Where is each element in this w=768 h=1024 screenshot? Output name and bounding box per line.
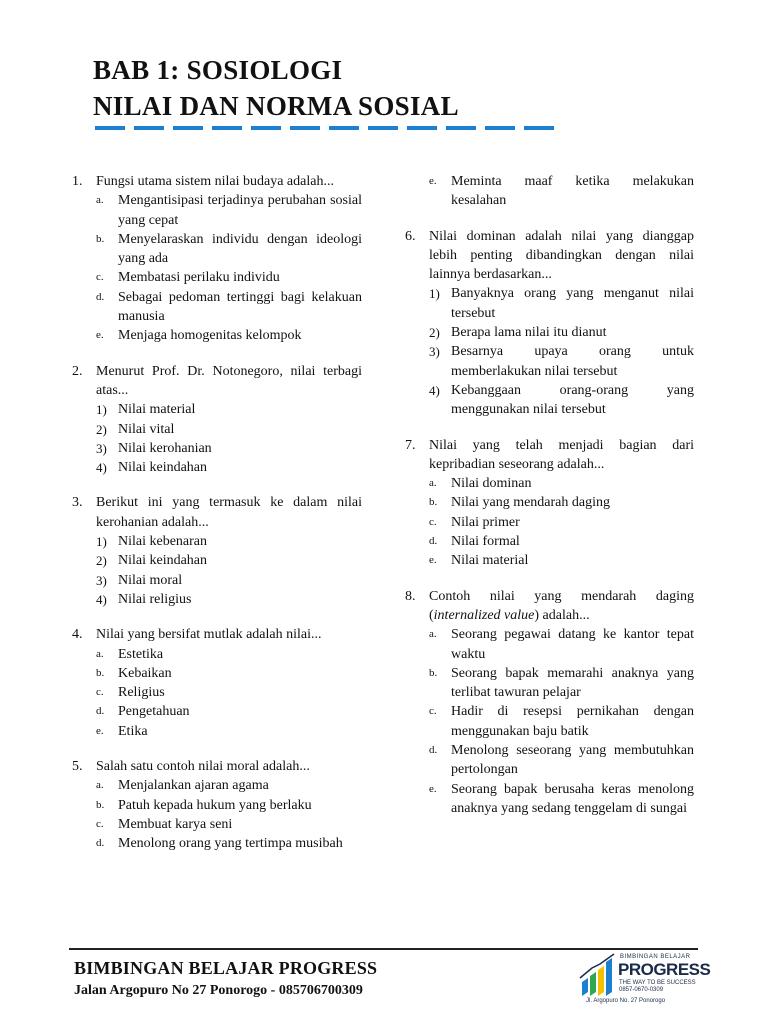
option bbox=[96, 288, 362, 327]
option-text: Seorang bapak berusaha keras menolong anaknya yang sedang tenggelam di sungai bbox=[451, 781, 694, 816]
title-underline bbox=[95, 126, 595, 132]
option bbox=[96, 458, 362, 477]
option-text: Nilai religius bbox=[118, 591, 192, 607]
option-label: d. bbox=[96, 290, 105, 303]
option bbox=[96, 645, 362, 664]
option-text: Estetika bbox=[118, 646, 164, 662]
option-label: 3) bbox=[96, 440, 107, 456]
option-label: d. bbox=[429, 744, 438, 757]
option bbox=[96, 683, 362, 702]
title-line-1: BAB 1: SOSIOLOGI bbox=[93, 55, 343, 85]
option bbox=[429, 702, 694, 741]
option-label: 4) bbox=[96, 591, 107, 607]
option bbox=[429, 551, 694, 570]
option bbox=[96, 590, 362, 609]
option-label: e. bbox=[96, 724, 104, 737]
option-text: Besarnya upaya orang untuk memberlakukan nilai tersebut bbox=[451, 344, 694, 379]
option-text: Nilai keindahan bbox=[118, 460, 208, 476]
option-text: Meminta maaf ketika melakukan kesalahan bbox=[451, 174, 694, 209]
option bbox=[96, 796, 362, 815]
option bbox=[96, 815, 362, 834]
option-label: b. bbox=[429, 666, 438, 679]
dash bbox=[134, 126, 164, 130]
option bbox=[429, 625, 694, 664]
option-text: Religius bbox=[118, 685, 165, 701]
option-text: Mengantisipasi terjadinya perubahan sosial yang cepat bbox=[118, 193, 362, 228]
option bbox=[429, 284, 694, 323]
option-text: Nilai primer bbox=[451, 514, 520, 530]
option bbox=[429, 513, 694, 532]
question-text: Fungsi utama sistem nilai budaya adalah... bbox=[96, 174, 334, 189]
option-text: Menyelaraskan individu dengan ideologi yang ada bbox=[118, 231, 362, 267]
option bbox=[429, 532, 694, 551]
option-label: d. bbox=[96, 837, 105, 850]
option bbox=[96, 191, 362, 230]
option-label: 3) bbox=[429, 344, 440, 360]
option-text: Seorang bapak memarahi anaknya yang terlibat tawuran pelajar bbox=[451, 665, 694, 701]
option-text: Etika bbox=[118, 723, 148, 739]
progress-logo bbox=[578, 952, 711, 1012]
question-text: Nilai yang telah menjadi bagian dari kepribadian seseorang adalah... bbox=[429, 437, 694, 472]
question-5 bbox=[72, 757, 362, 853]
dash bbox=[212, 126, 242, 130]
option bbox=[96, 326, 362, 345]
option-text: Hadir di resepsi pernikahan dengan menggunakan baju batik bbox=[451, 704, 694, 739]
question-text: Salah satu contoh nilai moral adalah... bbox=[96, 759, 310, 775]
option-label: 2) bbox=[96, 421, 107, 437]
question-text-italic: internalized value bbox=[433, 607, 535, 623]
option bbox=[429, 780, 694, 819]
option bbox=[96, 722, 362, 741]
question-number: 4. bbox=[72, 627, 83, 643]
option-label: 4) bbox=[429, 382, 440, 398]
dash bbox=[173, 126, 203, 130]
question-text-part: Contoh nilai yang mendarah daging ( bbox=[429, 588, 694, 623]
option-text: Menjaga homogenitas kelompok bbox=[118, 328, 302, 344]
option-text: Kebanggaan orang-orang yang menggunakan nilai tersebut bbox=[451, 382, 694, 418]
dash bbox=[485, 126, 515, 130]
question-6 bbox=[405, 227, 694, 420]
option bbox=[96, 702, 362, 721]
option-text: Nilai yang mendarah daging bbox=[451, 495, 611, 511]
option-label: a. bbox=[96, 194, 104, 207]
option-label: a. bbox=[96, 779, 104, 792]
option-label: a. bbox=[429, 628, 437, 641]
title-line-2: NILAI DAN NORMA SOSIAL bbox=[93, 91, 459, 121]
option-text: Nilai material bbox=[451, 553, 529, 569]
option-text: Nilai dominan bbox=[451, 476, 532, 492]
option bbox=[429, 474, 694, 493]
question-number: 1. bbox=[72, 174, 83, 189]
option-text: Nilai kerohanian bbox=[118, 440, 212, 456]
option-text: Sebagai pedoman tertinggi bagi kelakuan manusia bbox=[118, 289, 362, 325]
dash bbox=[95, 126, 125, 130]
option-label: c. bbox=[96, 817, 104, 830]
option-label: 3) bbox=[96, 572, 107, 588]
option-label: 4) bbox=[96, 460, 107, 476]
page-title bbox=[93, 52, 459, 124]
option bbox=[429, 741, 694, 780]
option-text: Seorang pegawai datang ke kantor tepat waktu bbox=[451, 627, 694, 662]
footer-name: BIMBINGAN BELAJAR PROGRESS bbox=[74, 958, 378, 978]
option-label: b. bbox=[429, 496, 438, 509]
option-label: e. bbox=[429, 175, 437, 187]
question-text: Berikut ini yang termasuk ke dalam nilai kerohanian adalah... bbox=[96, 495, 362, 530]
logo-tagline: THE WAY TO BE SUCCESS bbox=[619, 980, 696, 986]
dash bbox=[251, 126, 281, 130]
option bbox=[429, 381, 694, 420]
option bbox=[96, 532, 362, 551]
question-number: 5. bbox=[72, 759, 83, 775]
bar-chart-icon bbox=[578, 952, 618, 996]
option-label: b. bbox=[96, 666, 105, 679]
logo-top-text: BIMBINGAN BELAJAR bbox=[620, 954, 691, 960]
footer-divider bbox=[69, 948, 698, 950]
option-label: 2) bbox=[429, 325, 440, 341]
option-label: c. bbox=[429, 515, 437, 528]
question-number: 2. bbox=[72, 363, 83, 379]
left-column bbox=[72, 172, 362, 870]
dash bbox=[290, 126, 320, 130]
option bbox=[96, 664, 362, 683]
option-label: c. bbox=[96, 271, 104, 284]
logo-address: Jl. Argopuro No. 27 Ponorogo bbox=[586, 998, 666, 1004]
option bbox=[96, 834, 362, 853]
question-2 bbox=[72, 362, 362, 478]
option-label: b. bbox=[96, 232, 105, 245]
question-5-continued-option bbox=[429, 172, 694, 211]
option-label: e. bbox=[429, 782, 437, 795]
option-label: a. bbox=[429, 477, 437, 490]
option-label: a. bbox=[96, 647, 104, 660]
option bbox=[96, 439, 362, 458]
option-text: Nilai vital bbox=[118, 421, 175, 437]
option-text: Banyaknya orang yang menganut nilai tersebut bbox=[451, 286, 694, 321]
option bbox=[96, 400, 362, 419]
option bbox=[429, 493, 694, 512]
question-text: Menurut Prof. Dr. Notonegoro, nilai terbagi atas... bbox=[96, 363, 362, 398]
question-number: 7. bbox=[405, 437, 416, 453]
option bbox=[96, 551, 362, 570]
option bbox=[96, 268, 362, 287]
question-3 bbox=[72, 493, 362, 609]
option bbox=[96, 571, 362, 590]
dash bbox=[368, 126, 398, 130]
option-label: e. bbox=[96, 329, 104, 342]
question-number: 6. bbox=[405, 228, 416, 244]
option-label: 1) bbox=[429, 286, 440, 302]
question-8 bbox=[405, 587, 694, 819]
option-text: Nilai material bbox=[118, 402, 196, 418]
option-text: Patuh kepada hukum yang berlaku bbox=[118, 797, 312, 813]
dash bbox=[524, 126, 554, 130]
option-label: c. bbox=[429, 705, 437, 718]
question-1 bbox=[72, 172, 362, 346]
question-number: 3. bbox=[72, 495, 83, 511]
option-label: d. bbox=[429, 535, 438, 548]
option-text: Menolong orang yang tertimpa musibah bbox=[118, 836, 343, 852]
option-text: Nilai keindahan bbox=[118, 553, 208, 569]
option-text: Menolong seseorang yang membutuhkan pertolongan bbox=[451, 743, 694, 778]
logo-phone: 0857-0670-0309 bbox=[619, 987, 664, 993]
question-text bbox=[429, 587, 694, 626]
logo-brand: PROGRESS bbox=[618, 960, 711, 979]
option-text: Membuat karya seni bbox=[118, 816, 233, 832]
option-label: d. bbox=[96, 705, 105, 718]
option bbox=[96, 230, 362, 269]
right-column bbox=[405, 172, 694, 834]
option-text: Membatasi perilaku individu bbox=[118, 270, 280, 286]
option-text: Berapa lama nilai itu dianut bbox=[451, 325, 607, 341]
option bbox=[429, 664, 694, 703]
option bbox=[429, 323, 694, 342]
option-label: 1) bbox=[96, 534, 107, 550]
dash bbox=[446, 126, 476, 130]
question-4 bbox=[72, 625, 362, 741]
option bbox=[96, 776, 362, 795]
dash bbox=[329, 126, 359, 130]
question-text: Nilai yang bersifat mutlak adalah nilai... bbox=[96, 627, 322, 643]
option-text: Menjalankan ajaran agama bbox=[118, 778, 269, 794]
option bbox=[429, 342, 694, 381]
question-text: Nilai dominan adalah nilai yang dianggap lebih penting dibandingkan dengan nilai lainnya berdasarkan... bbox=[429, 228, 694, 283]
option-text: Nilai formal bbox=[451, 534, 520, 550]
option-text: Pengetahuan bbox=[118, 704, 190, 720]
option-label: 1) bbox=[96, 402, 107, 418]
option-label: 2) bbox=[96, 553, 107, 569]
question-text-part: ) adalah... bbox=[534, 607, 590, 623]
option-label: e. bbox=[429, 554, 437, 567]
option-label: c. bbox=[96, 686, 104, 699]
option bbox=[96, 420, 362, 439]
option-text: Nilai moral bbox=[118, 572, 183, 588]
question-7 bbox=[405, 436, 694, 571]
question-number: 8. bbox=[405, 588, 416, 604]
option-text: Kebaikan bbox=[118, 665, 172, 681]
footer-address: Jalan Argopuro No 27 Ponorogo - 085706700309 bbox=[74, 983, 363, 998]
option-text: Nilai kebenaran bbox=[118, 534, 208, 550]
option-label: b. bbox=[96, 798, 105, 811]
dash bbox=[407, 126, 437, 130]
